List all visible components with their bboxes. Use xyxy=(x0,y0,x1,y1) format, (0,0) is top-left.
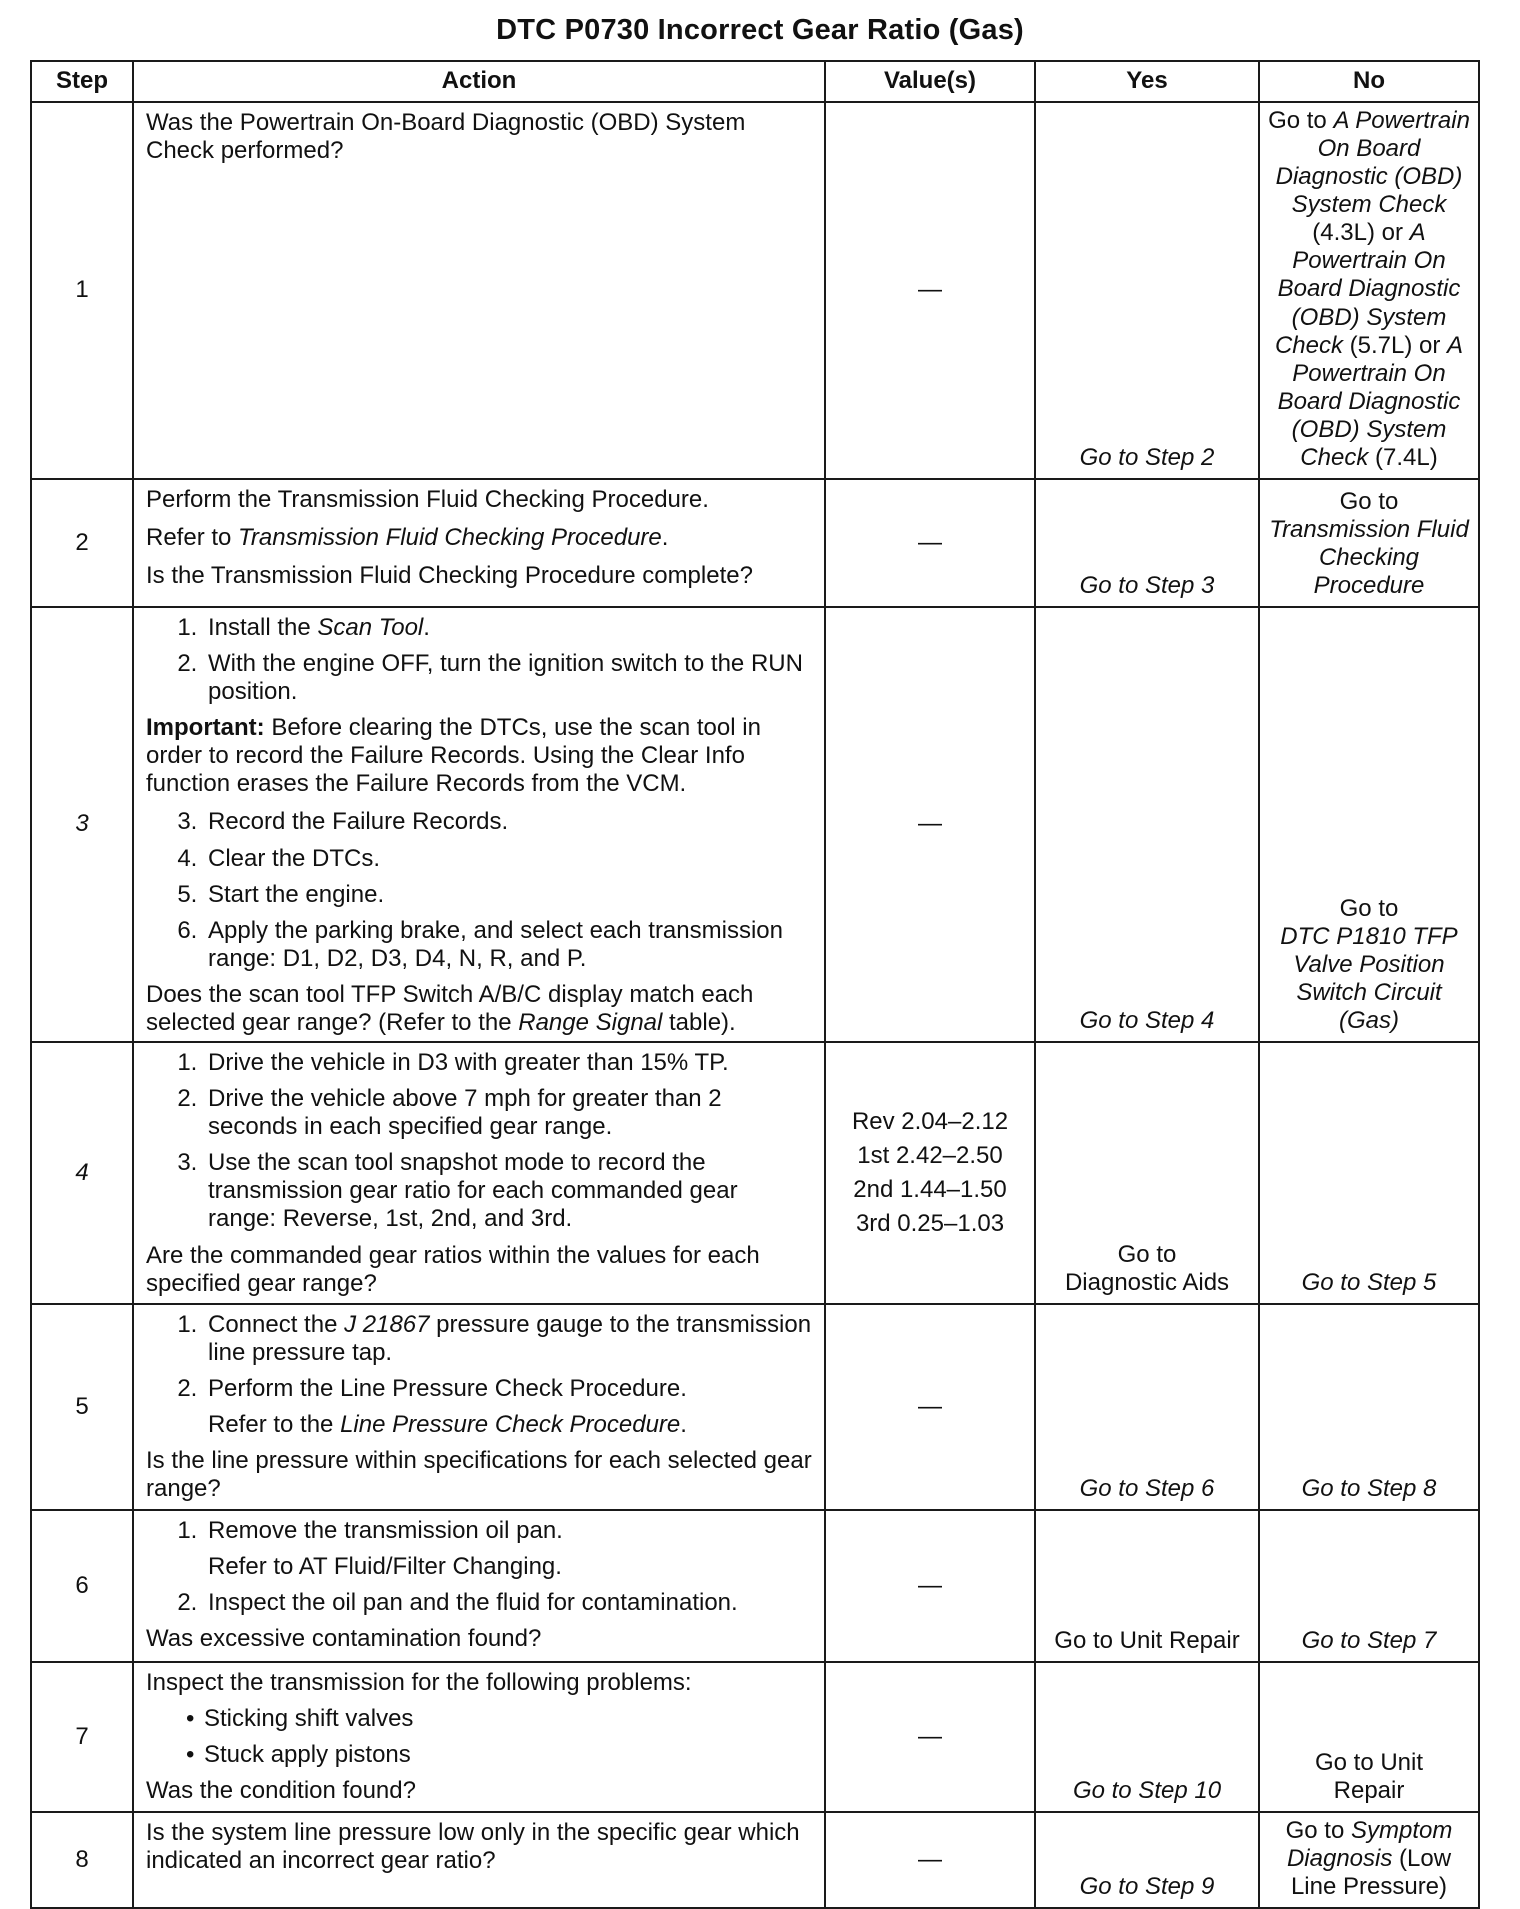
value-cell: — xyxy=(825,1304,1035,1510)
value-cell: — xyxy=(825,1662,1035,1812)
action-cell xyxy=(133,1662,825,1812)
no-text: Go to xyxy=(1339,894,1399,922)
list-item xyxy=(204,1517,812,1581)
no-link-symptom-diagnosis[interactable]: Symptom Diagnosis xyxy=(1286,1816,1453,1872)
header-action: Action xyxy=(133,61,825,102)
action-text: Install the xyxy=(208,614,318,642)
action-cell xyxy=(133,1510,825,1662)
no-link-obd-check-57[interactable]: A Powertrain On Board Diagnostic (OBD) System Check xyxy=(1274,219,1461,359)
step-number: 6 xyxy=(31,1510,133,1662)
header-no: No xyxy=(1259,61,1479,102)
yes-link-step-6[interactable]: Go to Step 6 xyxy=(1035,1304,1259,1510)
step-number: 7 xyxy=(31,1662,133,1812)
list-item xyxy=(204,1375,812,1439)
link-line-pressure-check[interactable]: Line Pressure Check Procedure xyxy=(340,1411,681,1439)
list-item xyxy=(204,1311,812,1367)
action-text: table). xyxy=(662,1008,736,1036)
value-range: 3rd 0.25–1.03 xyxy=(855,1210,1005,1238)
important-label: Important: xyxy=(146,714,265,742)
action-steps xyxy=(146,808,812,972)
value-range: 1st 2.42–2.50 xyxy=(857,1141,1003,1169)
action-text: Connect the xyxy=(208,1311,345,1339)
link-range-signal[interactable]: Range Signal xyxy=(518,1008,663,1036)
table-row xyxy=(31,1510,1479,1662)
value-cell xyxy=(825,1042,1035,1304)
header-values: Value(s) xyxy=(825,61,1035,102)
yes-link-step-9[interactable]: Go to Step 9 xyxy=(1035,1812,1259,1908)
action-text: . xyxy=(423,614,430,642)
table-row xyxy=(31,1042,1479,1304)
no-cell xyxy=(1259,1812,1479,1908)
action-steps xyxy=(146,1311,812,1439)
action-text: pressure gauge to the transmission line pressure tap. xyxy=(208,1311,812,1367)
value-range: Rev 2.04–2.12 xyxy=(851,1107,1009,1135)
no-text: Go to xyxy=(1339,487,1399,515)
action-steps xyxy=(146,614,812,706)
action-cell xyxy=(133,607,825,1042)
no-text: Go to xyxy=(1268,107,1334,134)
action-cell xyxy=(133,479,825,607)
action-text: Refer to the xyxy=(208,1411,341,1439)
action-cell xyxy=(133,1304,825,1510)
action-text: Was the Powertrain On-Board Diagnostic (OBD) System Check performed? xyxy=(146,109,746,165)
list-item: 1. Drive the vehicle in D3 with greater than 15% TP. xyxy=(204,1049,812,1077)
header-yes: Yes xyxy=(1035,61,1259,102)
action-text: 2. Perform the Line Pressure Check Procedure. xyxy=(208,1375,687,1403)
step-number: 4 xyxy=(31,1042,133,1304)
table-row xyxy=(31,1662,1479,1812)
step-number: 2 xyxy=(31,479,133,607)
action-text: Refer to xyxy=(146,524,239,552)
value-cell: — xyxy=(825,479,1035,607)
no-text: Go to xyxy=(1285,1816,1351,1844)
list-item: • Sticking shift valves xyxy=(186,1705,812,1733)
no-link-step-5[interactable]: Go to Step 5 xyxy=(1259,1042,1479,1304)
no-cell xyxy=(1259,479,1479,607)
action-steps xyxy=(146,1517,812,1617)
no-link-obd-check-74[interactable]: A Powertrain On Board Diagnostic (OBD) System Check xyxy=(1277,331,1464,471)
action-line: Perform the Transmission Fluid Checking Procedure. xyxy=(146,486,709,514)
no-link-step-8[interactable]: Go to Step 8 xyxy=(1259,1304,1479,1510)
list-item: 3. Record the Failure Records. xyxy=(204,808,812,836)
no-text: (7.4L) xyxy=(1368,443,1438,471)
action-ref xyxy=(208,1411,812,1439)
problem-list xyxy=(146,1705,812,1769)
no-cell xyxy=(1259,102,1479,479)
no-link-step-7[interactable]: Go to Step 7 xyxy=(1259,1510,1479,1662)
table-row xyxy=(31,607,1479,1042)
action-question: Is the Transmission Fluid Checking Procedure complete? xyxy=(146,562,753,590)
link-fluid-checking-procedure[interactable]: Transmission Fluid Checking Procedure xyxy=(238,524,662,552)
list-item: 3. Use the scan tool snapshot mode to record the transmission gear ratio for each commanded gear range: Reverse, 1st, 2nd, and 3rd. xyxy=(204,1149,812,1233)
action-text: . xyxy=(680,1411,687,1439)
list-item: • Stuck apply pistons xyxy=(186,1741,812,1769)
list-item: 6. Apply the parking brake, and select each transmission range: D1, D2, D3, D4, N, R, and P. xyxy=(204,917,812,973)
no-text: (5.7L) or xyxy=(1342,331,1448,359)
step-number: 8 xyxy=(31,1812,133,1908)
header-step: Step xyxy=(31,61,133,102)
important-note xyxy=(146,714,812,798)
yes-link-step-2[interactable]: Go to Step 2 xyxy=(1035,102,1259,479)
value-range: 2nd 1.44–1.50 xyxy=(853,1176,1007,1204)
value-cell: — xyxy=(825,1812,1035,1908)
no-link-unit-repair[interactable]: Go to Unit Repair xyxy=(1259,1662,1479,1812)
step-number: 3 xyxy=(31,607,133,1042)
action-cell xyxy=(133,1812,825,1908)
table-row xyxy=(31,1304,1479,1510)
value-cell: — xyxy=(825,1510,1035,1662)
table-row xyxy=(31,479,1479,607)
list-item: 5. Start the engine. xyxy=(204,881,812,909)
action-steps xyxy=(146,1049,812,1233)
action-question: Are the commanded gear ratios within the values for each specified gear range? xyxy=(146,1241,760,1297)
no-cell xyxy=(1259,607,1479,1042)
header-row xyxy=(31,61,1479,102)
list-item: 2. Inspect the oil pan and the fluid for contamination. xyxy=(204,1589,812,1617)
yes-link-step-10[interactable]: Go to Step 10 xyxy=(1035,1662,1259,1812)
table-row xyxy=(31,102,1479,479)
action-question: Was the condition found? xyxy=(146,1777,416,1805)
action-question: Was excessive contamination found? xyxy=(146,1625,542,1653)
action-question: Is the system line pressure low only in the specific gear which indicated an incorrect gear ratio? xyxy=(146,1819,800,1875)
no-link-obd-check-43[interactable]: A Powertrain On Board Diagnostic (OBD) System Check xyxy=(1275,107,1470,219)
action-ref: Refer to AT Fluid/Filter Changing. xyxy=(208,1553,562,1581)
table-row xyxy=(31,1812,1479,1908)
no-link-fluid-checking-procedure[interactable]: Transmission Fluid Checking Procedure xyxy=(1269,515,1469,599)
action-intro: Inspect the transmission for the following problems: xyxy=(146,1669,692,1697)
list-item: 2. With the engine OFF, turn the ignition switch to the RUN position. xyxy=(204,650,812,706)
action-cell xyxy=(133,1042,825,1304)
step-number: 1 xyxy=(31,102,133,479)
action-cell xyxy=(133,102,825,479)
yes-link-step-3[interactable]: Go to Step 3 xyxy=(1035,479,1259,607)
no-link-dtc-p1810[interactable]: DTC P1810 TFP Valve Position Switch Circuit (Gas) xyxy=(1280,922,1458,1034)
no-text: (4.3L) or xyxy=(1312,219,1410,247)
action-text: . xyxy=(661,524,669,552)
value-cell: — xyxy=(825,607,1035,1042)
link-j21867[interactable]: J 21867 xyxy=(344,1311,430,1339)
list-item: 2. Drive the vehicle above 7 mph for greater than 2 seconds in each specified gear range. xyxy=(204,1085,812,1141)
yes-link-step-4[interactable]: Go to Step 4 xyxy=(1035,607,1259,1042)
yes-link-diagnostic-aids[interactable]: Go to Diagnostic Aids xyxy=(1035,1042,1259,1304)
link-scan-tool[interactable]: Scan Tool xyxy=(317,614,424,642)
page-title: DTC P0730 Incorrect Gear Ratio (Gas) xyxy=(496,14,1024,46)
diagnostic-table xyxy=(30,60,1480,1909)
action-text: 1. Remove the transmission oil pan. xyxy=(208,1517,563,1545)
action-text: Does the scan tool TFP Switch A/B/C display match each selected gear range? (Refer to the xyxy=(146,980,754,1036)
no-text: (Low Line Pressure) xyxy=(1290,1844,1452,1900)
list-item: 4. Clear the DTCs. xyxy=(204,845,812,873)
action-line xyxy=(146,524,812,552)
value-cell: — xyxy=(825,102,1035,479)
list-item xyxy=(204,614,812,642)
action-question xyxy=(146,981,812,1037)
step-number: 5 xyxy=(31,1304,133,1510)
important-text: Before clearing the DTCs, use the scan tool in order to record the Failure Records. Using the Clear Info function erases the Failure Records from the VCM. xyxy=(146,714,761,798)
action-question: Is the line pressure within specifications for each selected gear range? xyxy=(146,1447,812,1503)
yes-link-unit-repair[interactable]: Go to Unit Repair xyxy=(1035,1510,1259,1662)
